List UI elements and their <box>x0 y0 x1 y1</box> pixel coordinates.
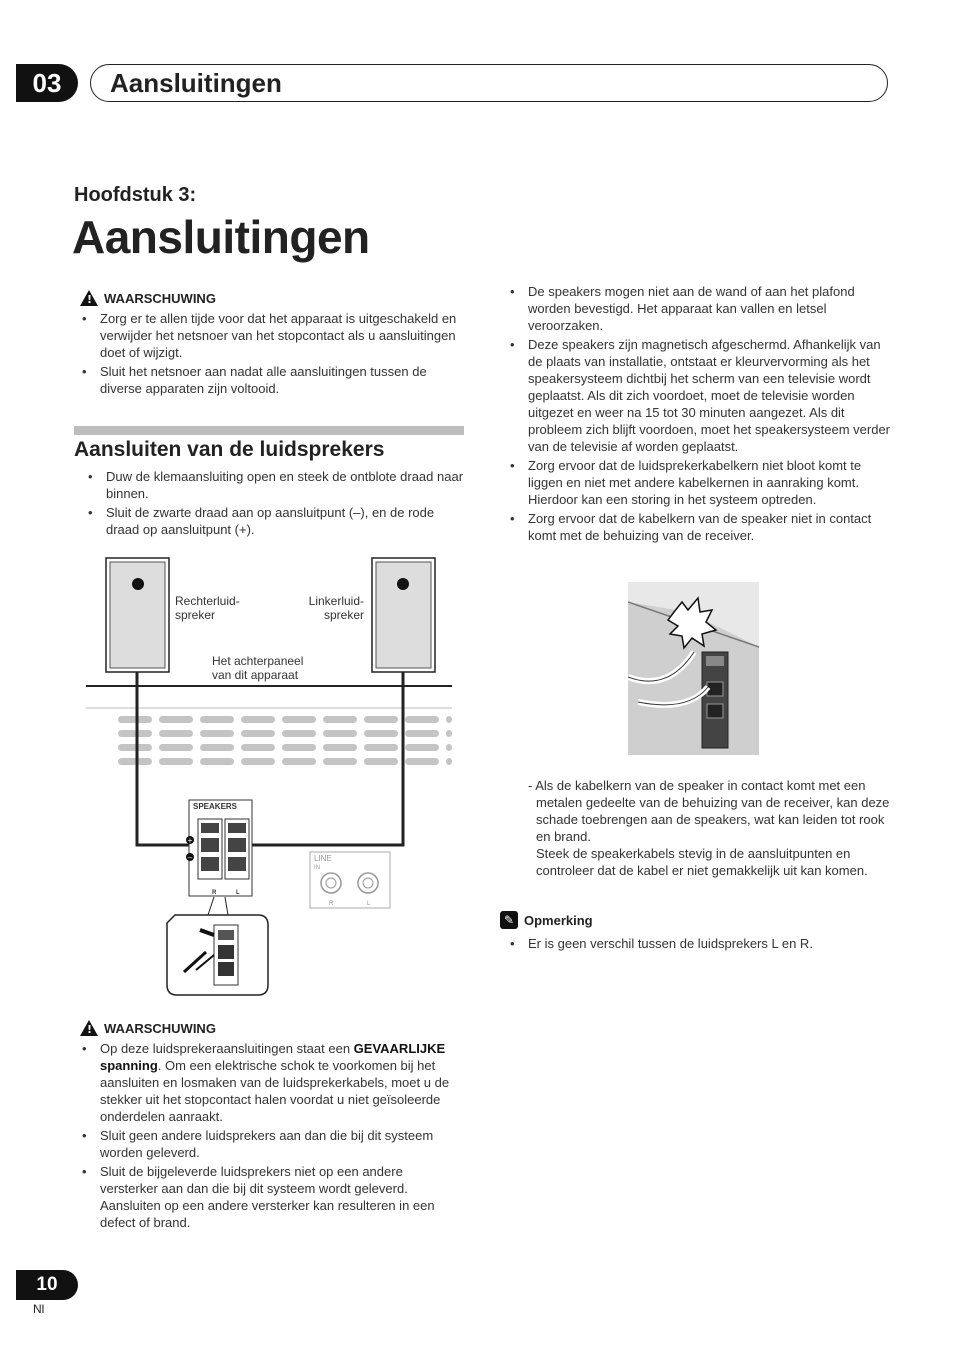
vent-slot <box>323 730 357 737</box>
vent-slot <box>159 716 193 723</box>
list-item: • Sluit de bijgeleverde luidsprekers niet op een andere versterker aan dan die bij dit systeem wordt geleverd. Aansluiten op een andere versterker kan resulteren in een defect of brand. <box>80 1163 464 1231</box>
vent-slot <box>446 730 452 737</box>
vent-slot <box>118 730 152 737</box>
vent-slot <box>446 744 452 751</box>
vent-slot <box>200 744 234 751</box>
vent-slot <box>282 730 316 737</box>
warning-block-2 <box>80 1020 470 1233</box>
vent-slot <box>364 744 398 751</box>
language-code: Nl <box>33 1302 45 1316</box>
cable-contact-illustration <box>628 582 759 755</box>
text-bold: GEVAARLIJKE spanning <box>100 1041 446 1073</box>
line-r-label: R <box>329 901 334 907</box>
section-list <box>86 468 466 540</box>
list-item: • Sluit de zwarte draad aan op aansluitpunt (–), en de rode draad op aansluitpunt (+). <box>86 504 466 538</box>
vent-slot <box>241 744 275 751</box>
vent-slot <box>159 730 193 737</box>
speakers-label: SPEAKERS <box>193 802 238 811</box>
dash-note: - Als de kabelkern van de speaker in contact komt met een metalen gedeelte van de behuizing van de receiver, kan deze schade toebrengen aan de speakers, wat kan leiden tot rook en brand. <box>528 778 890 844</box>
vent-slot <box>364 730 398 737</box>
vent-slot <box>241 716 275 723</box>
warning-icon <box>80 1020 98 1036</box>
right-column-list <box>508 283 892 546</box>
page-title: Aansluitingen <box>72 211 370 263</box>
vent-slot <box>118 758 152 765</box>
right-speaker <box>106 558 169 672</box>
terminal-zoom-callout <box>167 897 268 995</box>
left-speaker-label-1: Linkerluid- <box>308 594 364 608</box>
vent-slot <box>200 758 234 765</box>
vent-slot <box>364 716 398 723</box>
in-label: IN <box>314 865 320 871</box>
warning-title: WAARSCHUWING <box>104 290 216 306</box>
chapter-title: Aansluitingen <box>110 68 282 98</box>
vent-slot <box>282 744 316 751</box>
warning-list <box>80 310 460 397</box>
text-segment: Op deze luidsprekeraansluitingen staat een <box>100 1041 354 1056</box>
right-speaker-label-1: Rechterluid- <box>175 594 240 608</box>
list-item: • Sluit het netsnoer aan nadat alle aansluitingen tussen de diverse apparaten zijn voltooid. <box>80 363 460 397</box>
vent-slot <box>282 716 316 723</box>
dash-note-2: Steek de speakerkabels stevig in de aansluitpunten en controleer dat de kabel er niet gemakkelijk uit kan komen. <box>536 846 868 878</box>
warning-title: WAARSCHUWING <box>104 1020 216 1036</box>
vent-slot <box>323 716 357 723</box>
vent-slot <box>200 716 234 723</box>
warning-list <box>80 1040 464 1231</box>
pencil-icon: ✎ <box>500 911 518 929</box>
list-item <box>80 1040 464 1125</box>
terminal-r-label: R <box>212 890 217 896</box>
vent-slot <box>364 758 398 765</box>
warning-heading <box>80 1020 470 1036</box>
vent-slot <box>405 744 439 751</box>
vent-slot <box>405 716 439 723</box>
speaker-connection-diagram <box>80 550 460 1000</box>
vent-slot <box>282 758 316 765</box>
note-list <box>508 935 890 952</box>
page-number: 10 <box>16 1270 78 1300</box>
list-item: • Deze speakers zijn magnetisch afgeschermd. Afhankelijk van de plaats van installatie, ontstaat er kleurvervorming als het speakersysteem dichtbij het scherm van een televisie wordt geplaatst. Als dit zich voordoet, moet de televisie worden uitgezet en weer na 15 tot 30 minuten aangezet. Als dit probleem zich blijft voordoen, moet het speakersysteem verder van de televisie af worden geplaatst. <box>508 336 892 455</box>
section-title: Aansluiten van de luidsprekers <box>74 438 385 461</box>
vent-slot <box>323 744 357 751</box>
rear-panel-label-1: Het achterpaneel <box>212 654 304 668</box>
minus-label: – <box>187 853 193 862</box>
left-speaker-label-2: spreker <box>323 608 364 622</box>
list-item: • Zorg ervoor dat de luidsprekerkabelkern niet bloot komt te liggen en niet met andere kabelkernen in aanraking komt. Hierdoor kan een storing in het systeem optreden. <box>508 457 892 508</box>
note-heading <box>500 911 890 929</box>
right-speaker-label-2: spreker <box>175 608 216 622</box>
list-item: • Sluit geen andere luidsprekers aan dan die bij dit systeem worden geleverd. <box>80 1127 464 1161</box>
line-in-block <box>310 852 390 908</box>
note-block <box>500 911 890 954</box>
vent-slot <box>118 744 152 751</box>
note-title: Opmerking <box>524 912 593 928</box>
vent-slot <box>118 716 152 723</box>
list-item: • Duw de klemaansluiting open en steek de ontblote draad naar binnen. <box>86 468 466 502</box>
chapter-number-badge: 03 <box>16 64 78 102</box>
vent-slot <box>446 716 452 723</box>
left-speaker <box>372 558 435 672</box>
warning-block-1 <box>80 290 470 399</box>
warning-heading <box>80 290 470 306</box>
section-divider <box>74 426 464 435</box>
vent-slot <box>323 758 357 765</box>
chapter-label: Hoofdstuk 3: <box>74 184 197 206</box>
rear-panel-label-2: van dit apparaat <box>212 668 299 682</box>
speaker-terminal-block <box>186 800 252 896</box>
vent-slot <box>405 758 439 765</box>
vent-slot <box>241 730 275 737</box>
warning-icon <box>80 290 98 306</box>
vent-slot <box>159 744 193 751</box>
line-label: LINE <box>314 854 332 863</box>
vent-slot <box>159 758 193 765</box>
vent-slot <box>446 758 452 765</box>
list-item: • De speakers mogen niet aan de wand of aan het plafond worden bevestigd. Het apparaat kan vallen en letsel veroorzaken. <box>508 283 892 334</box>
vent-slot <box>200 730 234 737</box>
list-item: • Zorg er te allen tijde voor dat het apparaat is uitgeschakeld en verwijder het netsnoer van het stopcontact als u aansluitingen doet of wijzigt. <box>80 310 460 361</box>
terminal-l-label: L <box>236 890 240 896</box>
vent-slot <box>241 758 275 765</box>
text-segment: . Om een elektrische schok te voorkomen bij het aansluiten en losmaken van de luidsprekerkabels, moet u de stekker uit het stopcontact halen voordat u niet geïsoleerde onderdelen aanraakt. <box>100 1058 450 1124</box>
line-l-label: L <box>367 901 371 907</box>
plus-label: + <box>187 836 193 845</box>
list-item: • Zorg ervoor dat de kabelkern van de speaker niet in contact komt met de behuizing van de receiver. <box>508 510 892 544</box>
vent-slot <box>405 730 439 737</box>
list-item: • Er is geen verschil tussen de luidsprekers L en R. <box>508 935 890 952</box>
